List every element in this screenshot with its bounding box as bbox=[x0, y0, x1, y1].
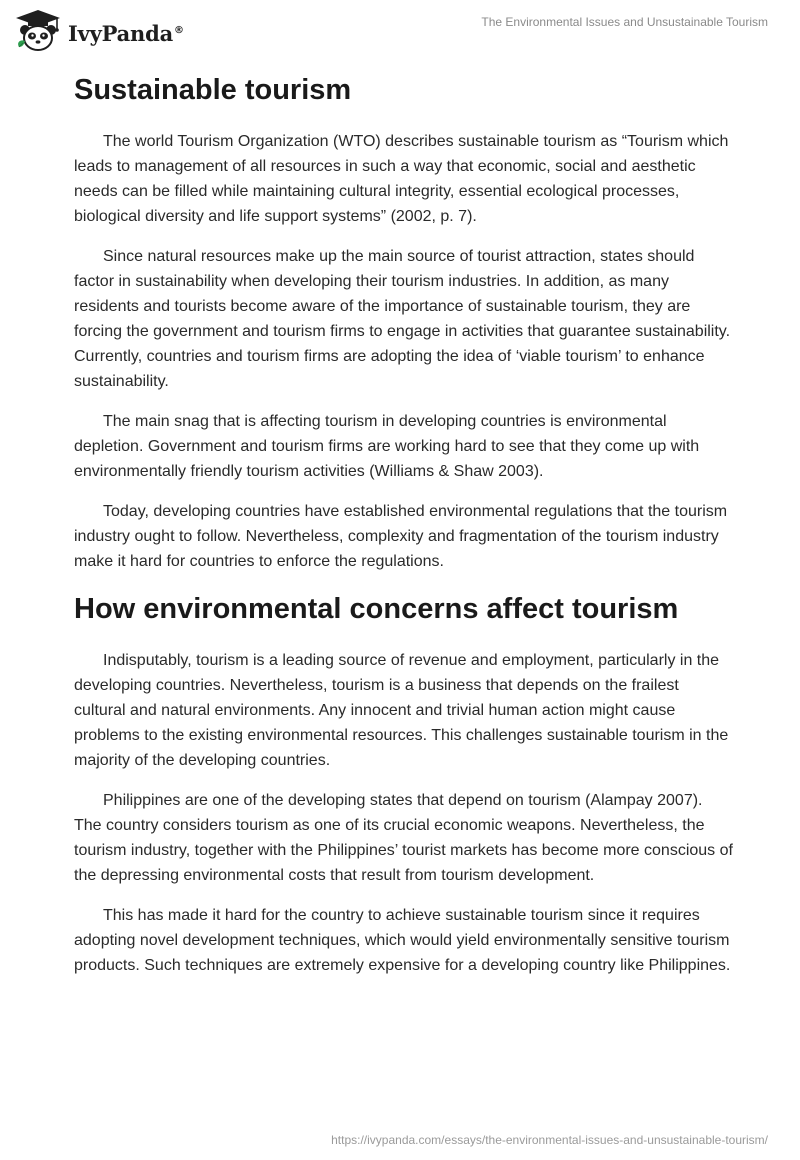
document-title: The Environmental Issues and Unsustainable Tourism bbox=[481, 15, 768, 29]
paragraph: Today, developing countries have established environmental regulations that the tourism industry ought to follow. Nevertheless, complexity and fragmentation of the tourism industry make it hard for countries to enforce the regulations. bbox=[74, 503, 728, 570]
paragraph: The world Tourism Organization (WTO) describes sustainable tourism as “Tourism which leads to management of all resources in such a way that economic, social and aesthetic needs can be filled while maintaining cultural integrity, essential ecological processes, biological diversity and life support systems” (2002, p. 7). bbox=[74, 133, 729, 225]
paragraph: The main snag that is affecting tourism in developing countries is environmental depletion. Government and tourism firms are working hard to see that they come up with environmentally friendly tourism activities (Williams & Shaw 2003). bbox=[74, 413, 700, 480]
paragraph: This has made it hard for the country to achieve sustainable tourism since it requires adopting novel development techniques, which would yield environmentally sensitive tourism products. Such techniques are extremely expensive for a developing country like Philippines. bbox=[74, 907, 731, 974]
paragraph: Indisputably, tourism is a leading source of revenue and employment, particularly in the developing countries. Nevertheless, tourism is a business that depends on the frailest cultural and natural environments. Any innocent and trivial human action might cause problems to the existing environmental resources. This challenges sustainable tourism in the majority of the developing countries. bbox=[74, 652, 729, 769]
page-header bbox=[0, 0, 800, 60]
paragraph: Since natural resources make up the main source of tourist attraction, states should factor in sustainability when developing their tourism industries. In addition, as many residents and tourists become aware of the importance of sustainable tourism, they are forcing the government and tourism firms to engage in activities that guarantee sustainability. Currently, countries and tourism firms are adopting the idea of ‘viable tourism’ to enhance sustainability. bbox=[74, 248, 731, 390]
registered-mark: ® bbox=[174, 24, 184, 36]
section-heading-environmental-concerns: How environmental concerns affect tourism bbox=[74, 593, 679, 625]
ivypanda-logo[interactable] bbox=[14, 8, 184, 54]
paragraph: Philippines are one of the developing states that depend on tourism (Alampay 2007). The country considers tourism as one of its crucial economic weapons. Nevertheless, the tourism industry, together with the Philippines’ tourist markets has become more conscious of the depressing environmental costs that result from tourism development. bbox=[74, 792, 733, 884]
essay-content bbox=[74, 70, 734, 993]
logo-text: IvyPanda® bbox=[68, 20, 184, 46]
panda-graduate-icon bbox=[14, 9, 62, 53]
source-url[interactable]: https://ivypanda.com/essays/the-environmental-issues-and-unsustainable-tourism/ bbox=[331, 1133, 768, 1147]
section-heading-sustainable-tourism: Sustainable tourism bbox=[74, 74, 352, 106]
